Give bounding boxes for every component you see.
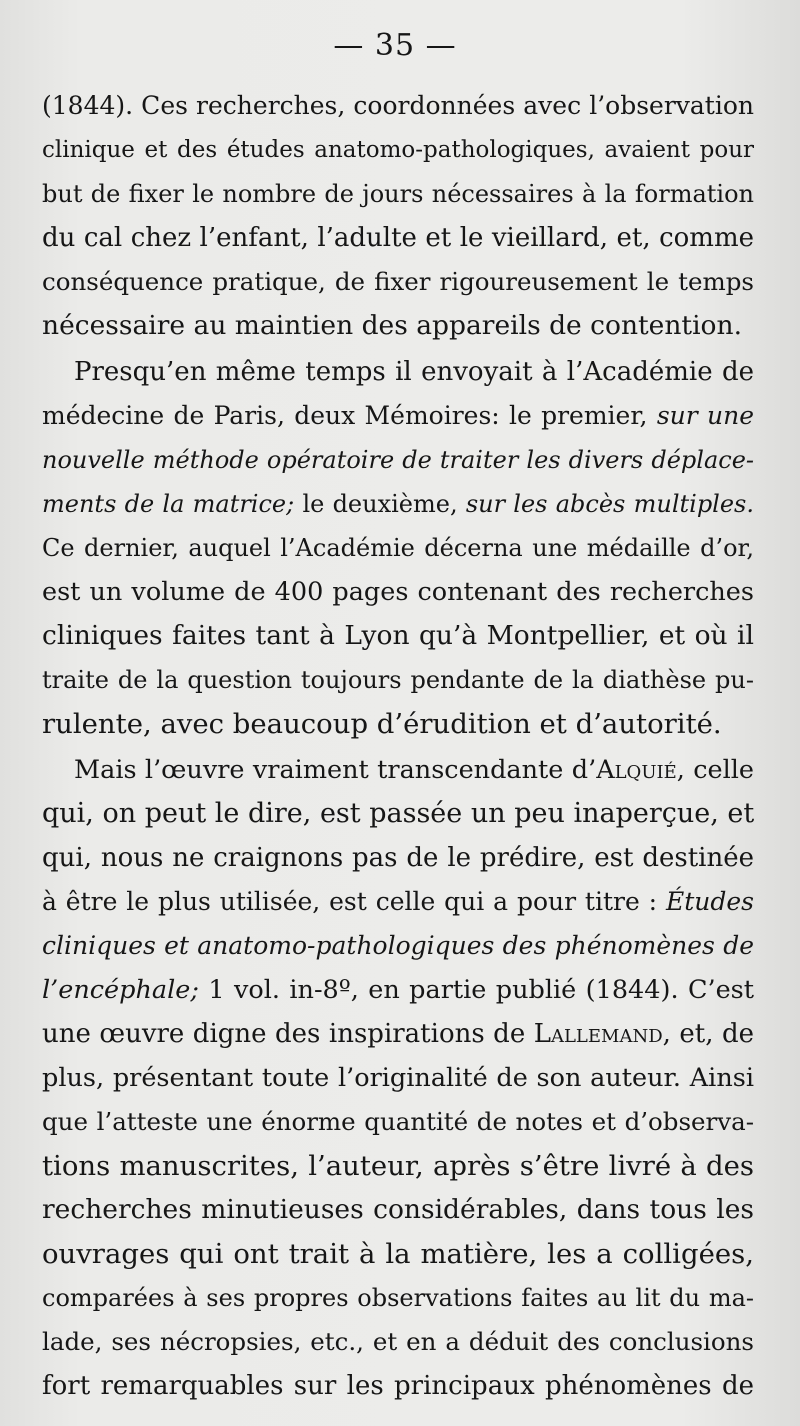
- text-segment: traite de la question toujours pendante de la diathèse pu-: [42, 666, 754, 694]
- text-segment: , et, de: [662, 1019, 754, 1049]
- text-line: [42, 1100, 754, 1144]
- text-segment: plus, présentant toute l’originalité de son auteur. Ainsi: [42, 1063, 754, 1093]
- text-segment: à être le plus utilisée, est celle qui a pour titre :: [42, 887, 666, 916]
- text-line: [42, 304, 754, 348]
- text-segment: que l’atteste une énorme quantité de notes et d’observa-: [42, 1107, 754, 1136]
- text-line: [42, 1056, 754, 1100]
- text-segment: Presqu’en même temps il envoyait à l’Académie de: [74, 357, 754, 387]
- text-line: [42, 172, 754, 216]
- text-segment: cliniques faites tant à Lyon qu’à Montpellier, et où il: [42, 620, 754, 651]
- small-caps-name: Lallemand: [533, 1019, 663, 1049]
- text-segment: qui, nous ne craignons pas de le prédire, est destinée: [42, 843, 754, 873]
- italic-text: l’encéphale;: [42, 975, 199, 1005]
- text-segment: fort remarquables sur les principaux phénomènes de: [42, 1371, 754, 1401]
- text-segment: comparées à ses propres observations faites au lit du ma-: [42, 1284, 754, 1312]
- text-line: [42, 350, 754, 394]
- text-segment: lade, ses nécropsies, etc., et en a déduit des conclusions: [42, 1327, 754, 1356]
- italic-text: sur une: [656, 401, 754, 430]
- text-line: [42, 260, 754, 304]
- text-line: [42, 968, 754, 1012]
- text-line: [42, 1188, 754, 1232]
- text-segment: rulente, avec beaucoup d’érudition et d’autorité.: [42, 708, 722, 740]
- text-segment: conséquence pratique, de fixer rigoureusement le temps: [42, 267, 754, 296]
- text-line: [42, 570, 754, 614]
- text-line: [42, 482, 754, 526]
- text-segment: tions manuscrites, l’auteur, après s’être livré à des: [42, 1150, 754, 1182]
- text-line: [42, 836, 754, 880]
- text-line: [42, 1320, 754, 1364]
- text-segment: Mais l’œuvre vraiment transcendante d’: [74, 755, 597, 785]
- text-line: [42, 1012, 754, 1056]
- text-segment: le deuxième,: [294, 490, 466, 518]
- text-line: [42, 1232, 754, 1276]
- text-segment: est un volume de 400 pages contenant des recherches: [42, 577, 754, 607]
- small-caps-name: Alquié: [596, 755, 677, 785]
- text-segment: nécessaire au maintien des appareils de contention.: [42, 310, 742, 341]
- text-line: [42, 526, 754, 570]
- text-line: [42, 1364, 754, 1408]
- text-line: [42, 614, 754, 658]
- text-line: [42, 216, 754, 260]
- text-segment: qui, on peut le dire, est passée un peu inaperçue, et: [42, 798, 755, 829]
- text-line: [42, 84, 754, 128]
- italic-text: nouvelle méthode opératoire de traiter les divers déplace-: [42, 446, 754, 474]
- text-segment: (1844). Ces recherches, coordonnées avec l’observation: [42, 91, 754, 120]
- text-line: [42, 438, 754, 482]
- text-segment: recherches minutieuses considérables, dans tous les: [42, 1194, 754, 1225]
- text-segment: , celle: [676, 755, 754, 785]
- italic-text: sur les abcès multiples.: [465, 490, 755, 518]
- text-segment: ouvrages qui ont trait à la matière, les a colligées,: [42, 1238, 754, 1270]
- text-segment: 1 vol. in-8º, en partie publié (1844). C’est: [198, 975, 754, 1005]
- italic-text: Études: [665, 887, 754, 916]
- text-line: [42, 1276, 754, 1320]
- text-line: [42, 702, 754, 746]
- italic-text: cliniques et anatomo-pathologiques des phénomènes de: [42, 931, 754, 960]
- text-line: [42, 128, 754, 172]
- text-line: [42, 924, 754, 968]
- page-number: — 35 —: [333, 28, 457, 63]
- text-line: [42, 1144, 754, 1188]
- text-line: [42, 658, 754, 702]
- text-segment: médecine de Paris, deux Mémoires: le premier,: [42, 401, 657, 430]
- text-segment: Ce dernier, auquel l’Académie décerna une médaille d’or,: [42, 534, 754, 562]
- text-line: [42, 748, 754, 792]
- text-line: [42, 394, 754, 438]
- text-segment: du cal chez l’enfant, l’adulte et le vieillard, et, comme: [42, 223, 754, 253]
- text-segment: clinique et des études anatomo-pathologiques, avaient pour: [42, 137, 754, 163]
- body-text: [42, 84, 754, 1408]
- text-segment: but de fixer le nombre de jours nécessaires à la formation: [42, 180, 754, 208]
- text-line: [42, 792, 754, 836]
- text-segment: une œuvre digne des inspirations de: [42, 1019, 534, 1049]
- text-line: [42, 880, 754, 924]
- italic-text: ments de la matrice;: [42, 490, 295, 518]
